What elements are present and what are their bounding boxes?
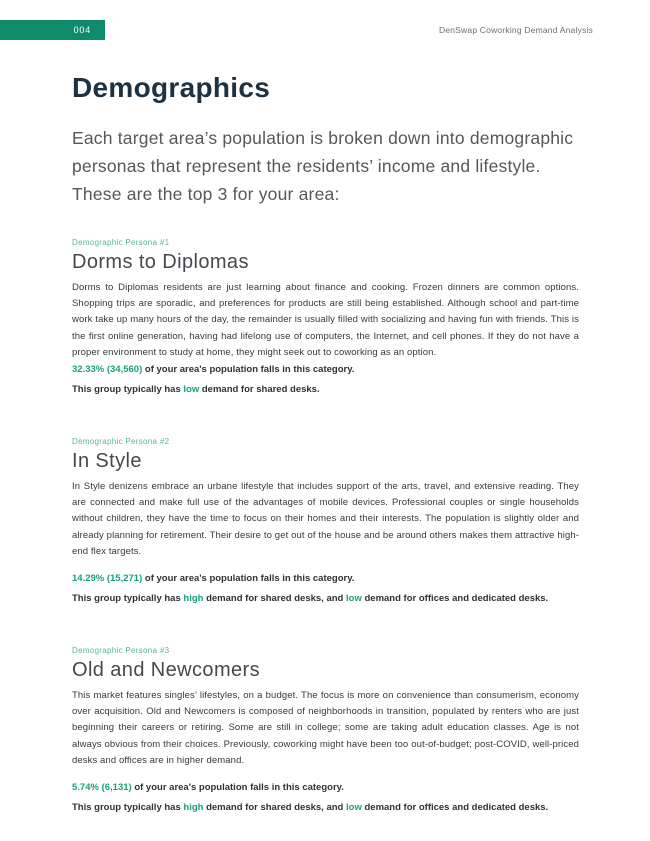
page-title: Demographics (72, 72, 271, 103)
demand-statement (72, 593, 579, 604)
stat-text: of your area's population falls in this category. (142, 573, 355, 585)
page-number-badge (0, 20, 105, 40)
stat-highlight: 32.33% (34,560) (72, 364, 143, 376)
page-content (72, 72, 579, 813)
demand-level-highlight: low (183, 384, 200, 396)
demand-suffix: demand for offices and dedicated desks. (361, 593, 549, 605)
persona-description: Dorms to Diplomas residents are just learning about finance and cooking. Frozen dinners are common options. Shopping trips are sporadic, and preferences for products are still being established. Although school and part-time work take up many hours of the day, the remainder is usually filled with socializing and having fun with friends. This is the first online generation, having had lifelong use of computers, the Internet, and cell phones. If they do not have a proper environment to study at home, they might seek out to coworking as an option. (72, 282, 579, 358)
persona-description: This market features singles’ lifestyles, on a budget. The focus is more on convenience than consumerism, economy over acquisition. Old and Newcomers is composed of neighborhoods in transition, populated by renters who are just beginning their careers or retiring. Some are still in college; some are taking adult education classes. Age is not always obvious from their choices. Previously, coworking might have been too out-of-budget; post-COVID, well-priced desks and offices are in higher demand. (72, 690, 579, 766)
persona-section-3 (72, 646, 579, 813)
demand-statement (72, 384, 579, 395)
page-header (0, 20, 650, 40)
demand-level-highlight-2: low (346, 593, 362, 605)
persona-section-1 (72, 238, 579, 395)
demand-mid: demand for shared desks. (199, 384, 320, 396)
population-stat (72, 782, 579, 793)
demand-level-highlight: high (183, 802, 204, 814)
demand-mid: demand for shared desks, and (203, 802, 346, 814)
persona-name: Old and Newcomers (72, 659, 260, 682)
persona-name: Dorms to Diplomas (72, 251, 249, 273)
intro-paragraph: Each target area’s population is broken down into demographic personas that represent the residents’ income and lifestyle. These are the top 3 for your area: (72, 128, 574, 204)
persona-label: Demographic Persona #2 (72, 437, 170, 447)
population-stat (72, 573, 579, 584)
demand-level-highlight: high (183, 593, 204, 605)
persona-label: Demographic Persona #3 (72, 646, 170, 656)
demand-prefix: This group typically has (72, 593, 184, 605)
demand-level-highlight-2: low (346, 802, 362, 814)
persona-label: Demographic Persona #1 (72, 238, 170, 247)
demand-prefix: This group typically has (72, 802, 184, 814)
persona-section-2 (72, 437, 579, 604)
population-stat (72, 364, 579, 375)
persona-name: In Style (72, 450, 142, 473)
demand-prefix: This group typically has (72, 384, 184, 396)
demand-suffix: demand for offices and dedicated desks. (361, 802, 549, 814)
demand-mid: demand for shared desks, and (203, 593, 346, 605)
stat-text: of your area's population falls in this category. (142, 364, 355, 376)
demand-statement (72, 802, 579, 813)
page-number: 004 (73, 25, 91, 35)
stat-highlight: 14.29% (15,271) (72, 573, 143, 585)
stat-highlight: 5.74% (6,131) (72, 782, 132, 794)
stat-text: of your area's population falls in this category. (131, 782, 344, 794)
report-title: DenSwap Coworking Demand Analysis (438, 25, 593, 35)
persona-description: In Style denizens embrace an urbane lifestyle that includes support of the arts, travel, and extensive reading. They are connected and make full use of the advantages of mobile devices. Professional couples or single households without children, they have the time to focus on their homes and their interests. The population is slightly older and already planning for retirement. Their desire to get out of the house and be around others makes them attractive high-end flex targets. (72, 481, 579, 557)
